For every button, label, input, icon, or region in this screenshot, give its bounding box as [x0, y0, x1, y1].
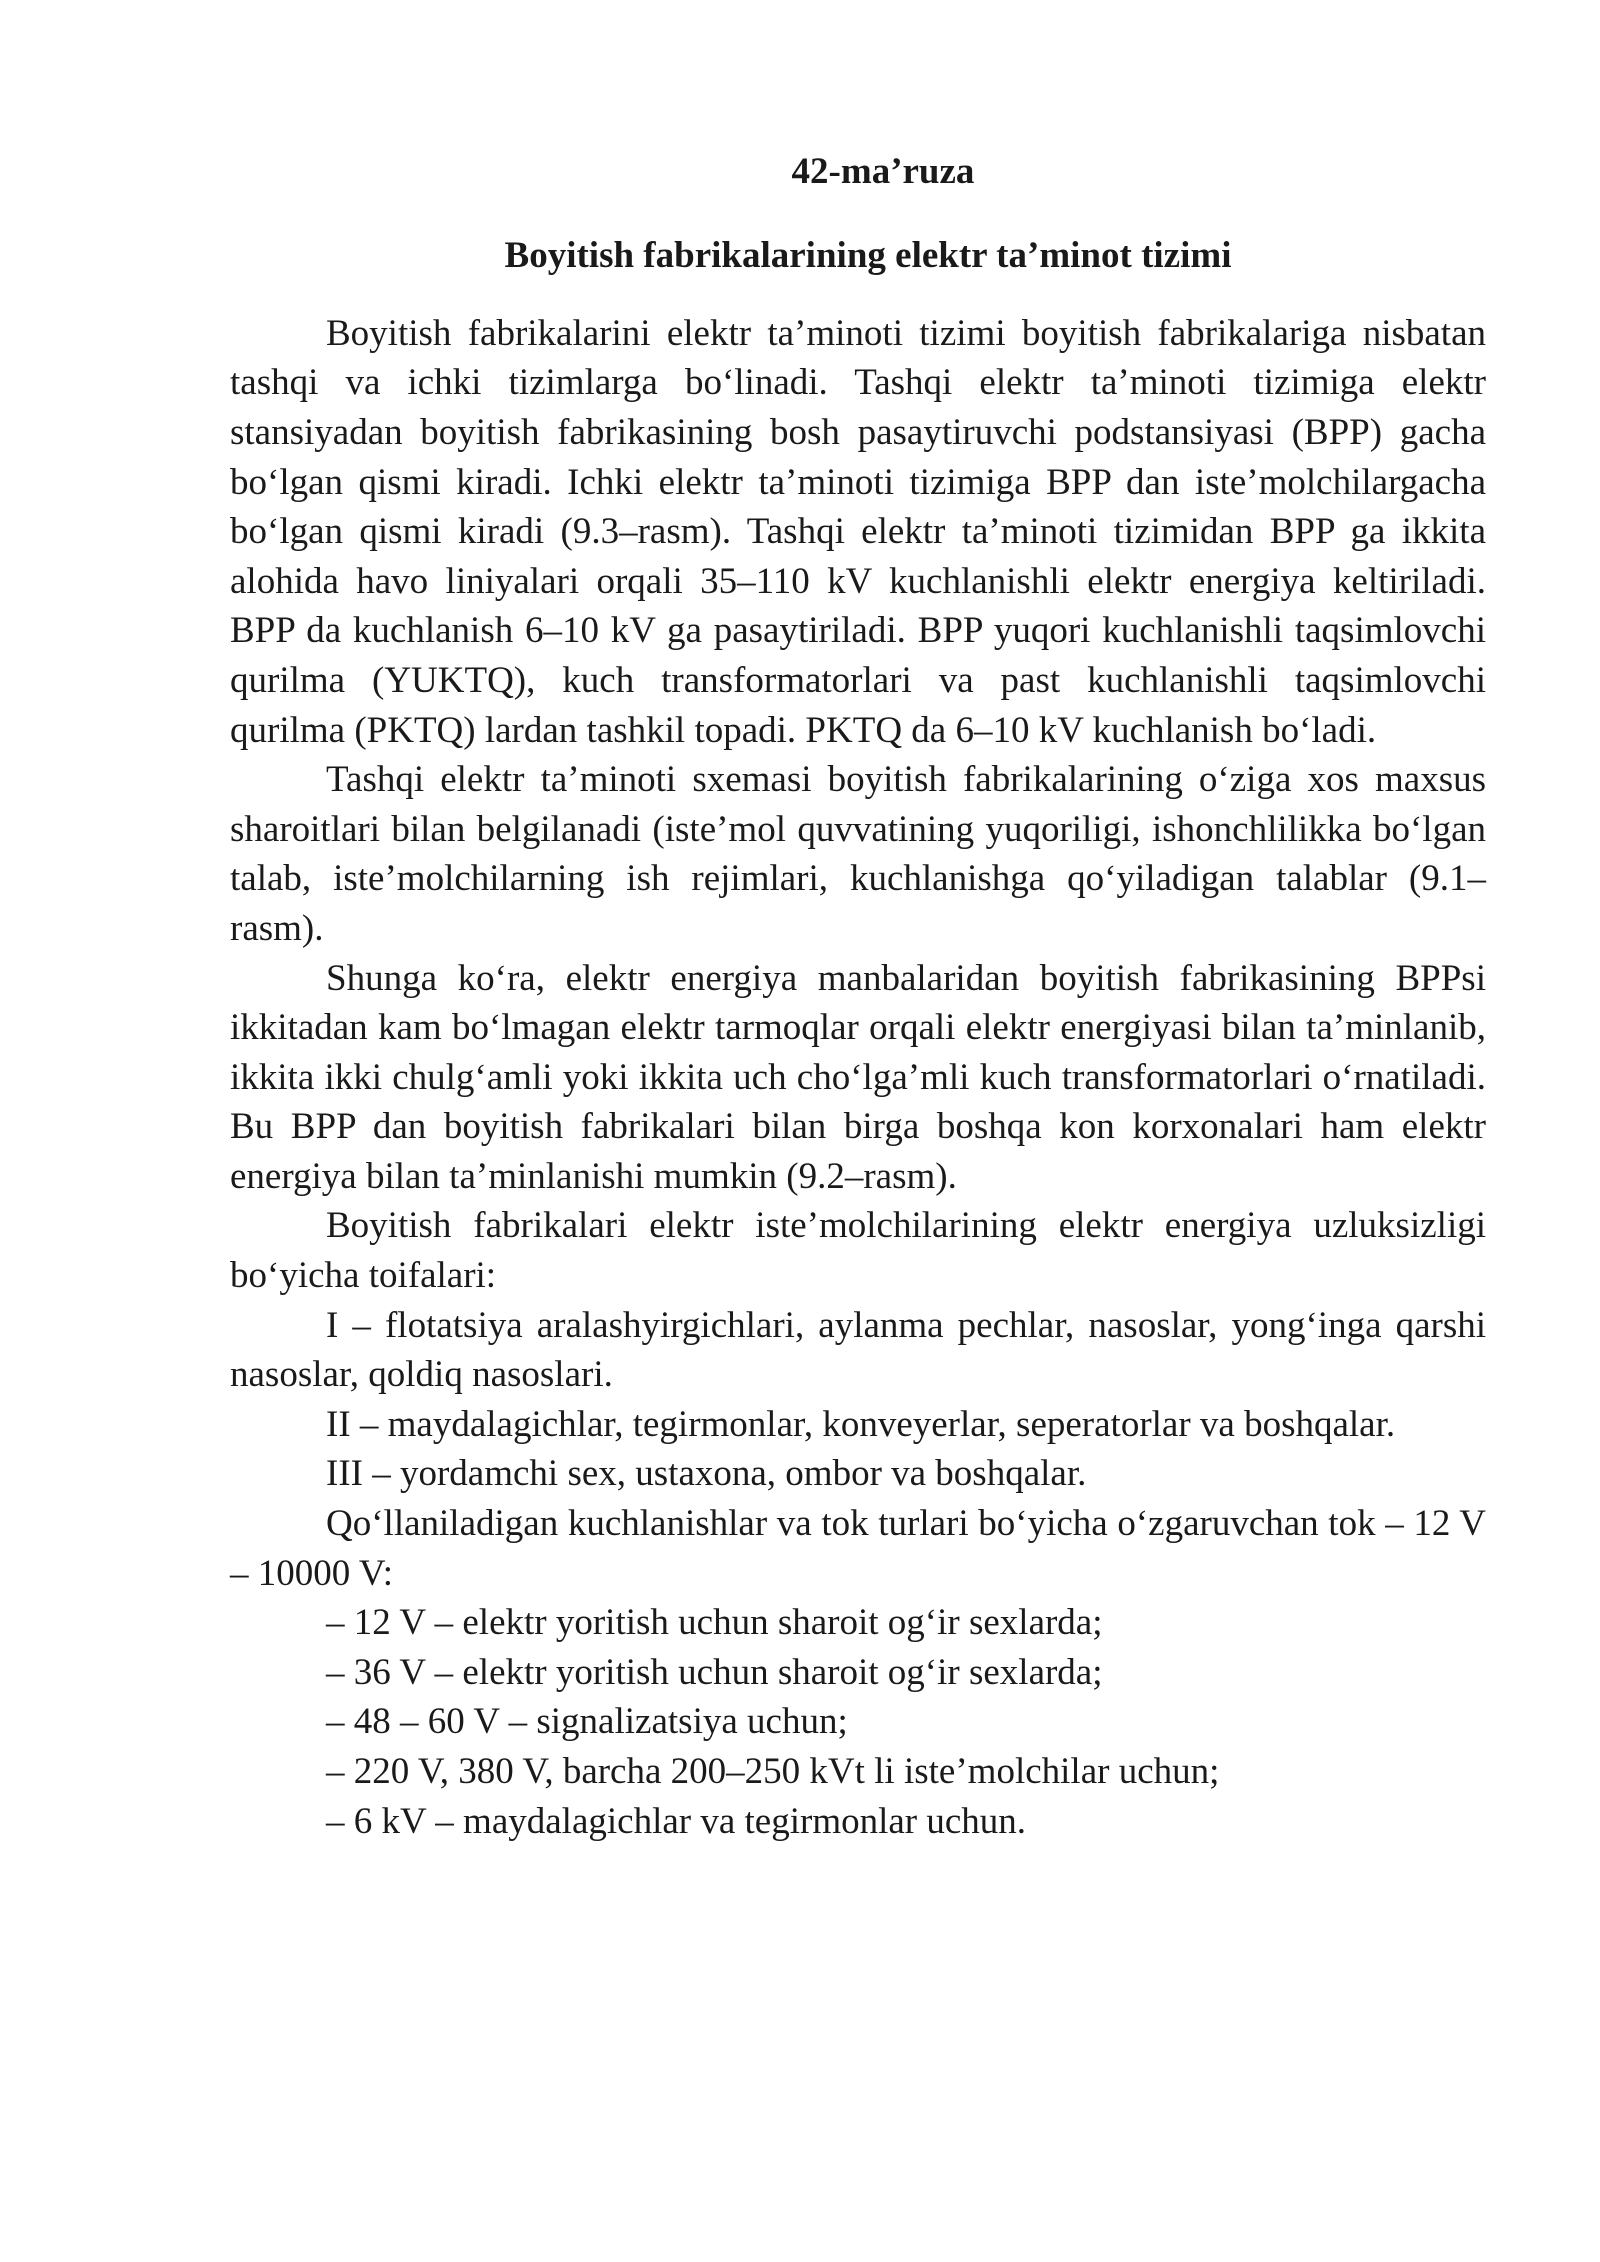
list-item: – 12 V – elektr yoritish uchun sharoit og‘ir sexlarda; [326, 1602, 1103, 1644]
list-item: – 220 V, 380 V, barcha 200–250 kVt li iste’molchilar uchun; [326, 1751, 1220, 1792]
document-page [230, 150, 1486, 1846]
paragraph-external-scheme: Tashqi elektr ta’minoti sxemasi boyitish fabrikalarining o‘ziga xos maxsus sharoitlari bilan belgilanadi (iste’mol quvvatining yuqoriligi, ishonchlilikka bo‘lgan talab, iste’molchilarning ish rejimlari, kuchlanishga qo‘yiladigan talablar (9.1–rasm). [230, 759, 1486, 949]
paragraph-category-3: III – yordamchi sex, ustaxona, ombor va boshqalar. [326, 1453, 1087, 1495]
paragraph-bpp-supply: Shunga ko‘ra, elektr energiya manbalaridan boyitish fabrikasining BPPsi ikkitadan kam bo‘lmagan elektr tarmoqlar orqali elektr energiyasi bilan ta’minlanib, ikkita ikki chulg‘amli yoki ikkita uch cho‘lga’mli kuch transformatorlari o‘rnatiladi. Bu BPP dan boyitish fabrikalari bilan birga boshqa kon korxonalari ham elektr energiya bilan ta’minlanishi mumkin (9.2–rasm). [230, 957, 1486, 1197]
paragraph-categories-intro: Boyitish fabrikalari elektr iste’molchilarining elektr energiya uzluksizligi bo‘yicha toifalari: [230, 1205, 1486, 1297]
body-text [230, 309, 1486, 1846]
paragraph-intro: Boyitish fabrikalarini elektr ta’minoti tizimi boyitish fabrikalariga nisbatan tashqi va ichki tizimlarga bo‘linadi. Tashqi elektr ta’minoti tizimiga elektr stansiyadan boyitish fabrikasining bosh pasaytiruvchi podstansiyasi (BPP) gacha bo‘lgan qismi kiradi. Ichki elektr ta’minoti tizimiga BPP dan iste’molchilargacha bo‘lgan qismi kiradi (9.3–rasm). Tashqi elektr ta’minoti tizimidan BPP ga ikkita alohida havo liniyalari orqali 35–110 kV kuchlanishli elektr energiya keltiriladi. BPP da kuchlanish 6–10 kV ga pasaytiriladi. BPP yuqori kuchlanishli taqsimlovchi qurilma (YUKTQ), kuch transformatorlari va past kuchlanishli taqsimlovchi qurilma (PKTQ) lardan tashkil topadi. PKTQ da 6–10 kV kuchlanish bo‘ladi. [230, 312, 1486, 751]
paragraph-category-2: II – maydalagichlar, tegirmonlar, konveyerlar, seperatorlar va boshqalar. [326, 1403, 1396, 1445]
list-item: – 36 V – elektr yoritish uchun sharoit og‘ir sexlarda; [326, 1651, 1103, 1693]
list-item: – 48 – 60 V – signalizatsiya uchun; [326, 1701, 848, 1743]
paragraph-category-1: I – flotatsiya aralashyirgichlari, aylanma pechlar, nasoslar, yong‘inga qarshi nasoslar, qoldiq nasoslari. [230, 1304, 1486, 1396]
lecture-title: Boyitish fabrikalarining elektr ta’minot tizimi [504, 235, 1232, 277]
list-item: – 6 kV – maydalagichlar va tegirmonlar uchun. [326, 1800, 1027, 1842]
paragraph-voltages-intro: Qo‘llaniladigan kuchlanishlar va tok turlari bo‘yicha o‘zgaruvchan tok – 12 V – 10000 V: [230, 1503, 1486, 1594]
lecture-number: 42-ma’ruza [791, 151, 975, 192]
